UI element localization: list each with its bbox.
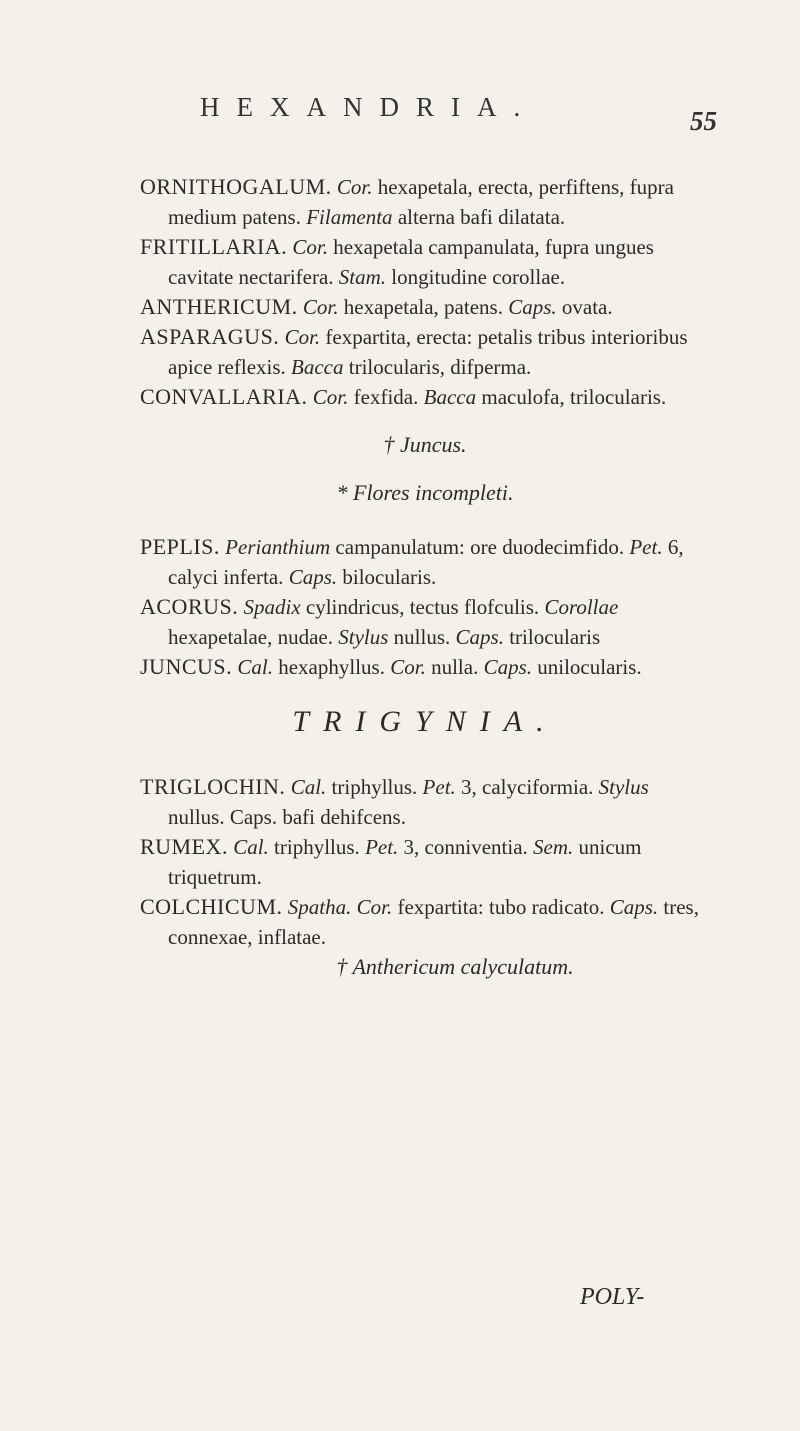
italic-term: Spadix [243,595,301,619]
italic-term: Bacca [291,355,344,379]
subheading-flores-incompleti: * Flores incompleti. [336,480,514,505]
description-text: alterna bafi dilatata. [392,205,566,229]
italic-term: Pet. [365,835,399,859]
description-text: 3, calyciformia. [455,775,599,799]
genus-name: RUMEX. [140,834,228,859]
description-text: fexpartita: tubo radicato. [392,895,610,919]
italic-term: Cor. [284,325,321,349]
italic-term: Pet. [422,775,456,799]
italic-term: Spatha. [287,895,352,919]
description-text: hexapetalae, nudae. [168,625,339,649]
genus-entry [140,382,710,412]
description-text: unicum triquetrum. [168,835,642,889]
description-text: ovata. [556,295,613,319]
italic-term: Caps. [508,295,557,319]
italic-term: Corollae [544,595,619,619]
genus-name: CONVALLARIA. [140,384,308,409]
genus-entry [140,532,710,592]
genus-name: TRIGLOCHIN. [140,774,286,799]
description-text: trilocularis [503,625,601,649]
genus-name: FRITILLARIA. [140,234,288,259]
genus-name: COLCHICUM. [140,894,283,919]
description-text: hexapetala, patens. [338,295,509,319]
italic-term: Cor. [312,385,349,409]
genus-name: ACORUS. [140,594,239,619]
italic-term: Cor. [336,175,373,199]
description-text: campanulatum: ore duodecimfido. [330,535,630,559]
italic-term: Caps. [609,895,659,919]
italic-term: Cor. [356,895,393,919]
entries-trigynia [140,772,710,952]
description-text: trilocularis, difperma. [343,355,532,379]
genus-name: ORNITHOGALUM. [140,174,332,199]
description-text: hexaphyllus. [272,655,391,679]
genus-entry [140,832,710,892]
description-text: hexapetala campanulata, fupra ungues cavitate nectarifera. [168,235,654,289]
genus-entry [140,322,710,382]
italic-term: Bacca [423,385,477,409]
description-text: unilocularis. [532,655,642,679]
genus-name: ANTHERICUM. [140,294,298,319]
italic-term: Caps. [455,625,504,649]
description-text: 3, conniventia. [398,835,534,859]
italic-term: Stylus [598,775,649,799]
italic-term: Cal. [233,835,269,859]
description-text: nullus. [388,625,456,649]
genus-name: JUNCUS. [140,654,233,679]
running-title: HEXANDRIA. [200,92,538,122]
description-text: bilocularis. [337,565,437,589]
genus-name: ASPARAGUS. [140,324,280,349]
italic-term: Stam. [338,265,387,289]
section-heading-trigynia: TRIGYNIA. [292,705,558,738]
description-text: maculofa, trilocularis. [476,385,667,409]
italic-term: Caps. [288,565,338,589]
catchword: POLY- [580,1284,645,1310]
description-text: longitudine corollae. [386,265,566,289]
description-text: 6, calyci inferta. [168,535,684,589]
genus-entry [140,772,710,832]
description-text: fexpartita, erecta: petalis tribus interioribus apice reflexis. [168,325,688,379]
genus-entry [140,592,710,652]
description-text: nulla. [425,655,484,679]
genus-entry [140,292,710,322]
genus-entry [140,172,710,232]
italic-term: Sem. [533,835,574,859]
genus-entry [140,652,710,682]
cross-reference-juncus: † Juncus. [383,432,467,457]
description-text: fexfida. [348,385,424,409]
genus-entry [140,232,710,292]
italic-term: Cor. [292,235,329,259]
italic-term: Pet. [629,535,663,559]
italic-term: Cal. [237,655,273,679]
description-text: cylindricus, tectus flofculis. [300,595,545,619]
text-body [140,172,710,982]
italic-term: Stylus [338,625,389,649]
italic-term: Caps. [483,655,533,679]
description-text: triphyllus. [268,835,366,859]
description-text: hexapetala, erecta, perfiftens, fupra medium patens. [168,175,674,229]
entries-monogynia [140,172,710,412]
genus-name: PEPLIS. [140,534,220,559]
description-text: nullus. Caps. bafi dehifcens. [168,805,406,829]
page-number: 55 [690,106,717,136]
entries-incompleti [140,532,710,682]
cross-reference-anthericum: † Anthericum calyculatum. [336,954,574,979]
italic-term: Cor. [390,655,426,679]
italic-term: Cal. [290,775,327,799]
description-text: triphyllus. [326,775,423,799]
italic-term: Filamenta [306,205,393,229]
genus-entry [140,892,710,952]
description-text: tres, connexae, inflatae. [168,895,699,949]
italic-term: Cor. [302,295,339,319]
italic-term: Perianthium [225,535,331,559]
